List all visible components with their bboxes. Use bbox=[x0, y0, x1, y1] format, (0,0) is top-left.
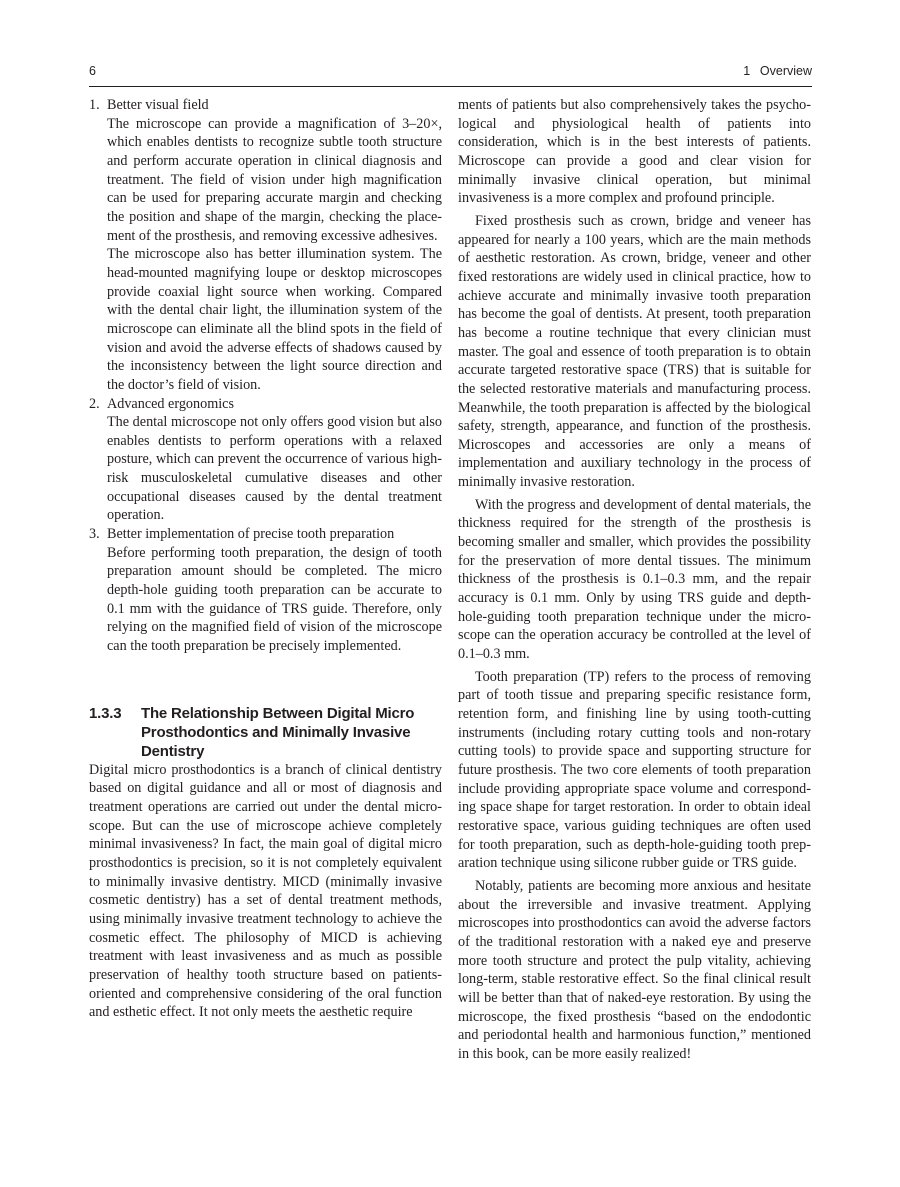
list-item-paragraph: The dental microscope not only offers good vision but also enables dentists to perform operations with a relaxed posture, which can prevent the occurrence of various high-risk musculoskeletal cumulative diseases and other occupational diseases caused by the dental treatment operation. bbox=[107, 414, 442, 524]
list-item bbox=[89, 525, 442, 656]
list-item-number: 1. bbox=[89, 97, 100, 113]
list-item bbox=[89, 395, 442, 526]
chapter-title: 1 Overview bbox=[743, 64, 812, 78]
list-item-number: 3. bbox=[89, 526, 100, 543]
left-column bbox=[89, 96, 442, 1022]
list-item-paragraph: Before performing tooth preparation, the design of tooth preparation amount should be completed. The micro depth-hole guiding tooth preparation can be accurate to 0.1 mm with the guidance of TRS guide. Therefore, only relying on the magnified field of vision of the microscope can the tooth preparation be precisely implemented. bbox=[107, 544, 442, 655]
body-paragraph: Notably, patients are becoming more anxious and hesitate about the irreversible and invasive treatment. Applying microscopes into prosthodontics can avoid the adverse factors of the traditional restoration with a naked eye and preserve more tooth structure and protect the pulp vitality, achieving long-term, stable restorative effect. So the final clinical result will be better than that of naked-eye restoration. By using the microscope, the fixed prosthesis “based on the endodontic and periodontal health and harmonious function,” mentioned in this book, can be more easily realized! bbox=[458, 877, 811, 1062]
body-paragraph: Tooth preparation (TP) refers to the process of removing part of tooth tissue and preparing specific resistance form, retention form, and finishing line by using tooth-cutting instruments (including rotary cutting tools and non-rotary cutting tools) to provide space and supporting structure for future prosthesis. The two core elements of tooth preparation include providing appropriate space volume and corresponding space shape for target restoration. In order to obtain ideal restorative space, various guiding techniques are often used for tooth preparation, such as depth-hole-guiding tooth preparation technique using silicone rubber guide or TRS guide. bbox=[458, 668, 811, 872]
list-item-title: Better implementation of precise tooth preparation bbox=[107, 526, 395, 543]
section-heading bbox=[89, 704, 442, 761]
right-column bbox=[458, 96, 811, 1063]
list-item-paragraph: The microscope can provide a magnification of 3–20×, which enables dentists to recognize subtle tooth structure and perform accurate operation in clinical diagnosis and treatment. The field of vision under high magnification can be used for preparing accurate margin and checking the position and shape of the margin, checking the placement of the prosthesis, and removing excessive adhesives. bbox=[107, 115, 442, 244]
page-number: 6 bbox=[89, 64, 96, 78]
section-paragraph: Digital micro prosthodontics is a branch of clinical dentistry based on digital guidance and all or most of diagnosis and treatment operations are carried out under the dental microscope. But can the use of microscope achieve completely minimal invasiveness? In fact, the main goal of digital micro prosthodontics is precision, so it is not completely equivalent to minimally invasive dentistry. MICD (minimally invasive cosmetic dentistry) has a set of dental treatment methods, using minimally invasive treatment technology to achieve the cosmetic effect. The philosophy of MICD is achieving treatment with least invasiveness and as much as possible preservation of healthy tooth structure based on patients-oriented and comprehensive considering of the oral function and esthetic effect. It not only meets the aesthetic require bbox=[89, 761, 442, 1021]
header-rule bbox=[89, 86, 812, 87]
section-number: 1.3.3 bbox=[89, 704, 122, 722]
list-item-number: 2. bbox=[89, 395, 100, 412]
body-paragraph: Fixed prosthesis such as crown, bridge and veneer has appeared for nearly a 100 years, which are the main methods of aesthetic restoration. As crown, bridge, veneer and other fixed restorations are widely used in clinical practice, how to achieve accurate and minimally invasive tooth preparation has become the goal of dentists. At present, tooth preparation has become a routine technique that every clinician must master. The goal and essence of tooth preparation is to obtain accurate targeted restorative space (TRS) that is suitable for the selected restorative materials and manufacturing process. Meanwhile, the tooth preparation is affected by the biological safety, strength, appearance, and function of the prosthesis. Microscopes and accessories are only a means of implementation and auxiliary technology in the process of minimally invasive restoration. bbox=[458, 212, 811, 491]
list-item-title: Better visual field bbox=[107, 97, 209, 113]
numbered-list bbox=[89, 96, 442, 656]
running-head bbox=[89, 64, 812, 82]
list-item-paragraph: The microscope also has better illumination system. The head-mounted magnifying loupe or desktop microscopes provide coaxial light source when working. Compared with the dental chair light, the illumination system of the microscope can eliminate all the blind spots in the field of vision and avoid the adverse effects of shadows caused by the inconsistency between the light source direction and the doctor’s field of vision. bbox=[107, 246, 442, 393]
body-paragraph: ments of patients but also comprehensively takes the psychological and physiological health of patients into consideration, which is in the best interests of patients. Microscope can provide a good and clear vision for minimally invasive clinical operation, but minimal invasiveness is a more complex and profound principle. bbox=[458, 97, 811, 207]
section-title: The Relationship Between Digital Micro Prosthodontics and Minimally Invasive Dentistry bbox=[141, 704, 415, 760]
list-item-title: Advanced ergonomics bbox=[107, 395, 234, 412]
body-paragraph: With the progress and development of dental materials, the thickness required for the strength of the prosthesis is becoming smaller and smaller, which provides the possibility for the preservation of more dental tissues. The minimum thickness of the prosthesis is 0.1–0.3 mm, and the repair accuracy is 0.1 mm. Only by using TRS guide and depth-hole-guiding tooth preparation technique under the microscope can the operation accuracy be controlled at the level of 0.1–0.3 mm. bbox=[458, 496, 811, 663]
list-item bbox=[89, 96, 442, 395]
